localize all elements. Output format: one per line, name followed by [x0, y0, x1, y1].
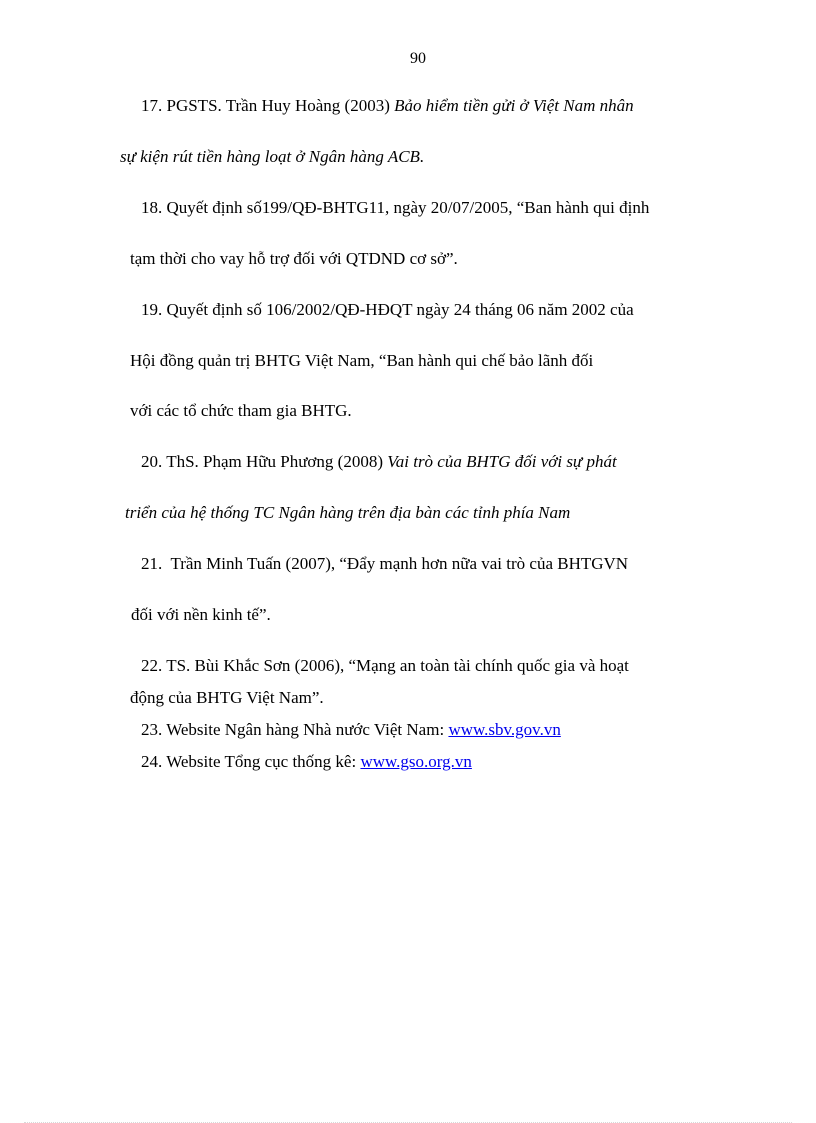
- reference-19-line-1: 19. Quyết định số 106/2002/QĐ-HĐQT ngày 24 tháng 06 năm 2002 của: [141, 300, 634, 319]
- reference-20-line-2: triển của hệ thống TC Ngân hàng trên địa bàn các tỉnh phía Nam: [125, 503, 571, 522]
- reference-19-line-2: Hội đồng quản trị BHTG Việt Nam, “Ban hành qui chế bảo lãnh đối: [130, 351, 594, 370]
- reference-20-author: ThS. Phạm Hữu Phương (2008): [166, 452, 383, 471]
- reference-23-label: 23. Website Ngân hàng Nhà nước Việt Nam:: [141, 720, 445, 739]
- reference-19-line-3: với các tổ chức tham gia BHTG.: [130, 401, 352, 420]
- reference-22-line-2: động của BHTG Việt Nam”.: [130, 688, 324, 707]
- reference-18-line-2: tạm thời cho vay hỗ trợ đối với QTDND cơ sở”.: [130, 249, 458, 268]
- reference-23: [141, 719, 561, 741]
- reference-21-line-2: đối với nền kinh tế”.: [131, 605, 271, 624]
- reference-24-label: 24. Website Tổng cục thống kê:: [141, 752, 357, 771]
- reference-17-line-2: sự kiện rút tiền hàng loạt ở Ngân hàng ACB.: [120, 147, 425, 166]
- reference-17-line-1: [141, 95, 634, 117]
- reference-20-number: 20.: [141, 452, 163, 471]
- reference-17-number: 17.: [141, 96, 163, 115]
- reference-22-line-1: 22. TS. Bùi Khắc Sơn (2006), “Mạng an toàn tài chính quốc gia và hoạt: [141, 656, 629, 675]
- reference-20-title: Vai trò của BHTG đối với sự phát: [387, 452, 617, 471]
- reference-17-author: PGSTS. Trần Huy Hoàng (2003): [166, 96, 390, 115]
- page-number: 90: [410, 50, 426, 67]
- reference-18-line-1: 18. Quyết định số199/QĐ-BHTG11, ngày 20/07/2005, “Ban hành qui định: [141, 198, 650, 217]
- sbv-website-link[interactable]: www.sbv.gov.vn: [448, 720, 561, 739]
- reference-24: [141, 751, 472, 773]
- reference-17-title: Bảo hiểm tiền gửi ở Việt Nam nhân: [394, 96, 634, 115]
- reference-21-line-1: 21. Trần Minh Tuấn (2007), “Đẩy mạnh hơn nữa vai trò của BHTGVN: [141, 554, 629, 573]
- gso-website-link[interactable]: www.gso.org.vn: [360, 752, 472, 771]
- reference-20-line-1: [141, 451, 617, 473]
